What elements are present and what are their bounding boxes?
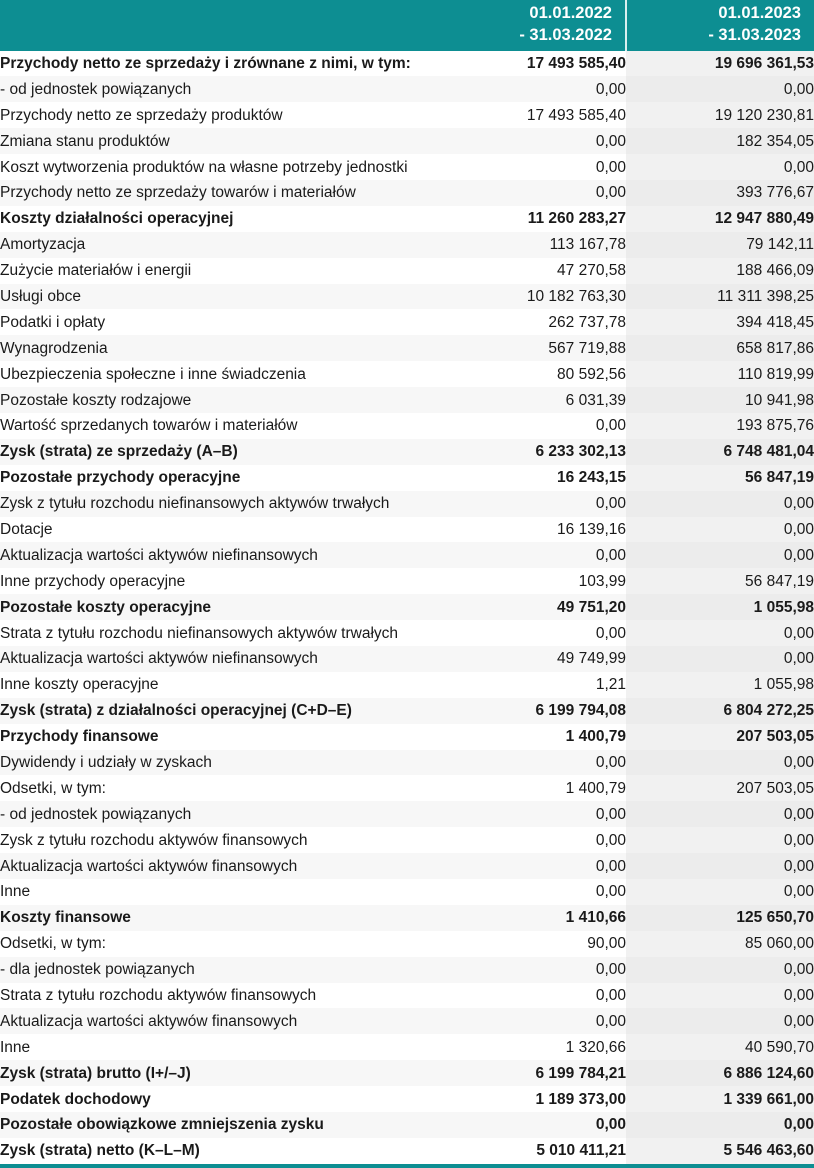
row-value-2023: 12 947 880,49 [626, 206, 814, 232]
row-label: Zysk (strata) brutto (I+/–J) [0, 1060, 450, 1086]
row-value-2022: 0,00 [450, 957, 626, 983]
row-value-2022: 0,00 [450, 827, 626, 853]
row-value-2022: 17 493 585,40 [450, 51, 626, 77]
row-label: Inne koszty operacyjne [0, 676, 159, 694]
row-label: Przychody finansowe [0, 728, 159, 746]
row-value-2023: 19 696 361,53 [626, 51, 814, 77]
row-value-2023: 658 817,86 [626, 335, 814, 361]
table-row [0, 1008, 814, 1034]
row-label: Wartość sprzedanych towarów i materiałów [0, 417, 298, 435]
row-value-2022: 0,00 [450, 879, 626, 905]
row-label: Zysk (strata) z działalności operacyjnej (C+D–E) [0, 698, 450, 724]
table-row [0, 1112, 814, 1138]
row-value-2022: 1 400,79 [450, 724, 626, 750]
row-value-2022: 1 189 373,00 [450, 1086, 626, 1112]
table-header [0, 0, 814, 51]
header-period-2022 [450, 0, 626, 51]
row-label: Podatek dochodowy [0, 1090, 151, 1108]
row-label: Przychody netto ze sprzedaży towarów i materiałów [0, 180, 450, 206]
table-body [0, 51, 814, 1164]
row-label: Inne [0, 883, 31, 901]
row-value-2022: 0,00 [450, 154, 626, 180]
row-value-2022: 6 233 302,13 [450, 439, 626, 465]
table-row [0, 361, 814, 387]
table-row [0, 51, 814, 77]
row-label: Pozostałe koszty operacyjne [0, 594, 450, 620]
row-label: Odsetki, w tym: [0, 935, 106, 953]
row-value-2022: 0,00 [450, 542, 626, 568]
row-value-2023: 11 311 398,25 [626, 284, 814, 310]
row-value-2023: 0,00 [626, 853, 814, 879]
table-row [0, 180, 814, 206]
row-value-2022: 6 031,39 [450, 387, 626, 413]
table-row [0, 646, 814, 672]
row-value-2022: 90,00 [450, 931, 626, 957]
row-value-2022: 11 260 283,27 [450, 206, 626, 232]
table-row [0, 154, 814, 180]
header-period-2022-line2: - 31.03.2022 [519, 25, 612, 44]
row-label: Koszty finansowe [0, 905, 450, 931]
table-row [0, 957, 814, 983]
row-value-2023: 10 941,98 [626, 387, 814, 413]
row-label: - dla jednostek powiązanych [0, 957, 450, 983]
row-value-2023: 0,00 [626, 646, 814, 672]
table-row [0, 620, 814, 646]
row-label: Zmiana stanu produktów [0, 128, 450, 154]
table-bottom-rule [0, 1164, 814, 1168]
row-value-2022: 6 199 794,08 [450, 698, 626, 724]
row-label: Aktualizacja wartości aktywów finansowych [0, 853, 450, 879]
row-value-2023: 6 886 124,60 [626, 1060, 814, 1086]
row-label: Wynagrodzenia [0, 335, 450, 361]
row-value-2022: 0,00 [450, 801, 626, 827]
row-value-2023: 193 875,76 [626, 413, 814, 439]
table-row [0, 672, 814, 698]
row-value-2022: 1 320,66 [450, 1034, 626, 1060]
row-value-2023: 56 847,19 [626, 465, 814, 491]
row-label: Aktualizacja wartości aktywów niefinansowych [0, 542, 450, 568]
row-value-2022: 17 493 585,40 [450, 102, 626, 128]
table-row [0, 931, 814, 957]
row-value-2023: 0,00 [626, 1008, 814, 1034]
table-row [0, 491, 814, 517]
table-row [0, 542, 814, 568]
row-value-2022: 10 182 763,30 [450, 284, 626, 310]
row-value-2022: 0,00 [450, 413, 626, 439]
table-row [0, 465, 814, 491]
row-value-2023: 6 748 481,04 [626, 439, 814, 465]
row-value-2023: 0,00 [626, 517, 814, 543]
row-label: Zysk (strata) ze sprzedaży (A–B) [0, 439, 450, 465]
row-label: Inne [0, 1038, 31, 1056]
row-value-2022: 47 270,58 [450, 258, 626, 284]
row-label: Zużycie materiałów i energii [0, 262, 192, 280]
table-row [0, 568, 814, 594]
header-row [0, 0, 814, 51]
row-label: Podatki i opłaty [0, 313, 106, 331]
row-value-2023: 40 590,70 [626, 1034, 814, 1060]
row-value-2023: 0,00 [626, 154, 814, 180]
header-period-2023-line1: 01.01.2023 [718, 4, 801, 22]
row-value-2022: 567 719,88 [450, 335, 626, 361]
row-value-2023: 79 142,11 [626, 232, 814, 258]
row-value-2022: 113 167,78 [450, 232, 626, 258]
table-row [0, 775, 814, 801]
row-value-2023: 110 819,99 [626, 361, 814, 387]
row-value-2022: 1 410,66 [450, 905, 626, 931]
row-value-2022: 49 751,20 [450, 594, 626, 620]
row-value-2023: 1 055,98 [626, 672, 814, 698]
row-value-2022: 16 243,15 [450, 465, 626, 491]
row-value-2023: 207 503,05 [626, 724, 814, 750]
row-label: Dywidendy i udziały w zyskach [0, 750, 450, 776]
row-value-2022: 16 139,16 [450, 517, 626, 543]
row-label: - od jednostek powiązanych [0, 76, 450, 102]
table-row [0, 698, 814, 724]
table-row [0, 750, 814, 776]
row-value-2023: 0,00 [626, 957, 814, 983]
table-row [0, 801, 814, 827]
row-value-2022: 1,21 [450, 672, 626, 698]
row-value-2022: 0,00 [450, 76, 626, 102]
row-label: Aktualizacja wartości aktywów niefinansowych [0, 646, 450, 672]
row-value-2023: 0,00 [626, 801, 814, 827]
row-value-2023: 394 418,45 [626, 309, 814, 335]
table-row [0, 905, 814, 931]
header-label-cell [0, 0, 450, 51]
row-value-2023: 85 060,00 [626, 931, 814, 957]
row-value-2022: 6 199 784,21 [450, 1060, 626, 1086]
row-value-2023: 0,00 [626, 827, 814, 853]
row-value-2023: 5 546 463,60 [626, 1138, 814, 1164]
header-period-2023 [626, 0, 814, 51]
row-value-2023: 0,00 [626, 1112, 814, 1138]
row-value-2022: 0,00 [450, 1112, 626, 1138]
row-value-2023: 0,00 [626, 879, 814, 905]
row-label: Ubezpieczenia społeczne i inne świadczenia [0, 365, 306, 383]
row-value-2022: 0,00 [450, 128, 626, 154]
row-value-2023: 56 847,19 [626, 568, 814, 594]
table-row [0, 1034, 814, 1060]
table-row [0, 827, 814, 853]
row-value-2023: 188 466,09 [626, 258, 814, 284]
row-label: Aktualizacja wartości aktywów finansowych [0, 1008, 450, 1034]
table-row [0, 284, 814, 310]
row-label: Koszt wytworzenia produktów na własne potrzeby jednostki [0, 158, 408, 176]
row-label: Koszty działalności operacyjnej [0, 210, 234, 228]
row-value-2022: 1 400,79 [450, 775, 626, 801]
row-label: Odsetki, w tym: [0, 779, 106, 797]
table-row [0, 1138, 814, 1164]
row-value-2022: 5 010 411,21 [450, 1138, 626, 1164]
header-period-2022-line1: 01.01.2022 [529, 4, 612, 22]
row-value-2022: 0,00 [450, 491, 626, 517]
table-row [0, 76, 814, 102]
row-value-2022: 262 737,78 [450, 309, 626, 335]
row-value-2022: 49 749,99 [450, 646, 626, 672]
row-value-2023: 0,00 [626, 76, 814, 102]
table-row [0, 335, 814, 361]
row-value-2022: 0,00 [450, 1008, 626, 1034]
table-row [0, 439, 814, 465]
row-value-2023: 0,00 [626, 983, 814, 1009]
row-value-2023: 125 650,70 [626, 905, 814, 931]
table-row [0, 517, 814, 543]
row-label: Zysk (strata) netto (K–L–M) [0, 1142, 200, 1160]
row-value-2023: 393 776,67 [626, 180, 814, 206]
row-value-2023: 1 339 661,00 [626, 1086, 814, 1112]
row-value-2022: 0,00 [450, 620, 626, 646]
row-label: Dotacje [0, 520, 53, 538]
table-row [0, 413, 814, 439]
row-value-2022: 103,99 [450, 568, 626, 594]
table-row [0, 1060, 814, 1086]
table-row [0, 983, 814, 1009]
row-label: Amortyzacja [0, 232, 450, 258]
row-value-2023: 6 804 272,25 [626, 698, 814, 724]
table-row [0, 853, 814, 879]
row-label: Usługi obce [0, 284, 450, 310]
row-label: Strata z tytułu rozchodu niefinansowych aktywów trwałych [0, 624, 399, 642]
row-value-2023: 0,00 [626, 620, 814, 646]
table-row [0, 258, 814, 284]
row-value-2022: 80 592,56 [450, 361, 626, 387]
row-label: Inne przychody operacyjne [0, 572, 186, 590]
table-row [0, 309, 814, 335]
table-row [0, 102, 814, 128]
table-row [0, 879, 814, 905]
row-value-2023: 0,00 [626, 750, 814, 776]
row-value-2023: 182 354,05 [626, 128, 814, 154]
table-row [0, 387, 814, 413]
header-period-2023-line2: - 31.03.2023 [708, 25, 801, 44]
table-row [0, 206, 814, 232]
row-value-2023: 0,00 [626, 491, 814, 517]
table-row [0, 594, 814, 620]
row-value-2023: 19 120 230,81 [626, 102, 814, 128]
row-label: Przychody netto ze sprzedaży i zrównane z nimi, w tym: [0, 54, 411, 72]
row-label: Pozostałe koszty rodzajowe [0, 387, 450, 413]
row-label: Zysk z tytułu rozchodu aktywów finansowych [0, 831, 308, 849]
table-row [0, 1086, 814, 1112]
table-row [0, 724, 814, 750]
table-row [0, 232, 814, 258]
row-label: Pozostałe obowiązkowe zmniejszenia zysku [0, 1112, 450, 1138]
row-value-2022: 0,00 [450, 853, 626, 879]
row-value-2023: 207 503,05 [626, 775, 814, 801]
row-value-2022: 0,00 [450, 180, 626, 206]
row-label: - od jednostek powiązanych [0, 801, 450, 827]
table-row [0, 128, 814, 154]
row-label: Strata z tytułu rozchodu aktywów finansowych [0, 987, 317, 1005]
row-label: Zysk z tytułu rozchodu niefinansowych aktywów trwałych [0, 491, 450, 517]
row-value-2022: 0,00 [450, 750, 626, 776]
row-label: Pozostałe przychody operacyjne [0, 469, 241, 487]
row-value-2022: 0,00 [450, 983, 626, 1009]
row-value-2023: 0,00 [626, 542, 814, 568]
row-value-2023: 1 055,98 [626, 594, 814, 620]
row-label: Przychody netto ze sprzedaży produktów [0, 106, 283, 124]
